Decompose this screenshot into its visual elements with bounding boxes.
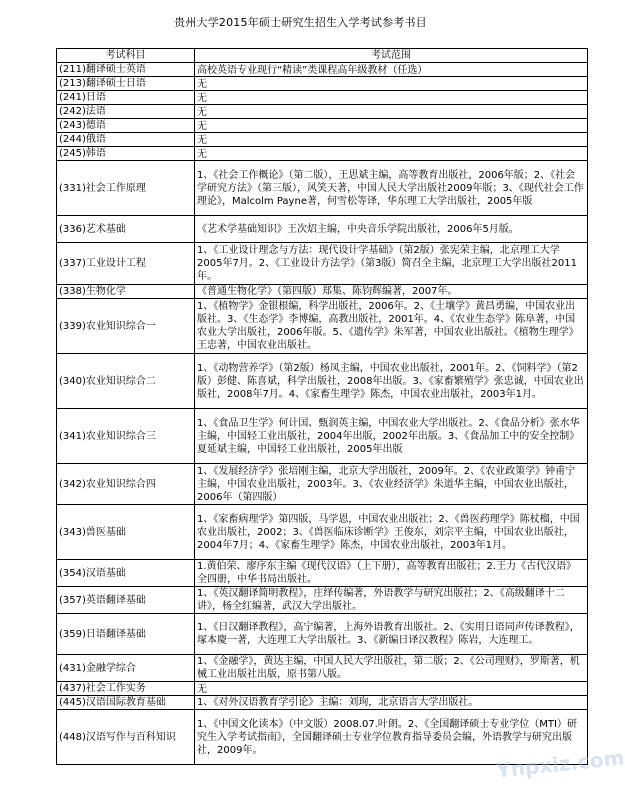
table-row: [57, 560, 588, 587]
subject-cell: (448)汉语写作与百科知识: [57, 710, 195, 765]
scope-cell: [195, 682, 588, 696]
scope-text: 无: [197, 120, 207, 132]
subject-cell: (343)兽医基础: [57, 505, 195, 560]
header-row: [57, 49, 588, 63]
scope-cell: [195, 216, 588, 243]
table-row: [57, 464, 588, 505]
scope-cell: [195, 655, 588, 682]
scope-text: 《艺术学基础知识》王次炤主编，中央音乐学院出版社，2006年5月版。: [197, 223, 519, 235]
scope-text: 1、《发展经济学》张培刚主编，北京大学出版社，2009年。2、《农业政策学》钟甫宁主编，中国农业出版社，2003年。3、《农业经济学》朱道华主编，中国农业出版社，2006年（第四版）: [197, 465, 576, 503]
scope-text: 1.黄伯荣、廖序东主编《现代汉语》（上下册），高等教育出版社；2.王力《古代汉语》全四册，中华书局出版社。: [197, 561, 577, 585]
scope-text: 无: [197, 78, 207, 90]
header-subject: 考试科目: [57, 49, 195, 63]
subject-cell: (357)英语翻译基础: [57, 587, 195, 614]
scope-cell: [195, 354, 588, 409]
scope-text: 1、《英汉翻译简明教程》，庄绎传编著，外语教学与研究出版社；2、《高级翻译十二讲》，杨全红编著，武汉大学出版社。: [197, 588, 565, 612]
scope-text: 1、《食品卫生学》何计国、甄润英主编，中国农业大学出版社。2、《食品分析》张水华主编，中国轻工业出版社，2004年出版，2002年出版。3、《食品加工中的安全控制》夏延斌主编，中国轻工业出版社，2005年出版: [197, 417, 580, 455]
bibliography-table: [56, 48, 588, 765]
subject-cell: (242)法语: [57, 105, 195, 119]
scope-text: 无: [197, 683, 207, 695]
scope-cell: [195, 299, 588, 354]
scope-cell: [195, 464, 588, 505]
subject-cell: (341)农业知识综合三: [57, 409, 195, 464]
scope-cell: [195, 119, 588, 133]
scope-text: 无: [197, 106, 207, 118]
table-row: [57, 682, 588, 696]
table-row: [57, 63, 588, 77]
table-row: [57, 587, 588, 614]
scope-cell: [195, 710, 588, 765]
subject-cell: (337)工业设计工程: [57, 243, 195, 285]
scope-text: 1、《动物营养学》（第2版）杨凤主编，中国农业出版社，2001年。2、《饲料学》（第2版）彭健、陈喜斌，科学出版社，2008年出版。3、《家畜繁殖学》张忠诚，中国农业出版社，2008年7月。4、《家畜生理学》陈杰，中国农业出版社，2003年1月。: [197, 362, 584, 400]
subject-cell: (213)翻译硕士日语: [57, 77, 195, 91]
table-row: [57, 285, 588, 299]
subject-cell: (244)俄语: [57, 133, 195, 147]
scope-text: 1、《金融学》，黄达主编，中国人民大学出版社，第二版；2、《公司理财》，罗斯著，机械工业出版社出版，原书第八版。: [197, 656, 580, 680]
subject-cell: (445)汉语国际教育基础: [57, 696, 195, 710]
subject-cell: (241)日语: [57, 91, 195, 105]
table-row: [57, 77, 588, 91]
table-row: [57, 147, 588, 161]
subject-cell: (437)社会工作实务: [57, 682, 195, 696]
table-row: [57, 710, 588, 765]
scope-text: 高校英语专业现行“精读”类课程高年级教材（任选）: [197, 64, 428, 76]
table-row: [57, 91, 588, 105]
scope-cell: [195, 161, 588, 216]
subject-cell: (245)韩语: [57, 147, 195, 161]
scope-cell: [195, 77, 588, 91]
subject-cell: (431)金融学综合: [57, 655, 195, 682]
scope-cell: [195, 409, 588, 464]
scope-text: 《普通生物化学》（第四版）郑集、陈钧辉编著，2007年。: [197, 286, 458, 297]
scope-cell: [195, 505, 588, 560]
scope-cell: [195, 243, 588, 285]
subject-cell: (339)农业知识综合一: [57, 299, 195, 354]
scope-cell: [195, 560, 588, 587]
subject-cell: (359)日语翻译基础: [57, 614, 195, 655]
subject-cell: (336)艺术基础: [57, 216, 195, 243]
subject-cell: (338)生物化学: [57, 285, 195, 299]
subject-cell: (340)农业知识综合二: [57, 354, 195, 409]
scope-cell: [195, 63, 588, 77]
subject-cell: (211)翻译硕士英语: [57, 63, 195, 77]
table-row: [57, 299, 588, 354]
scope-cell: [195, 147, 588, 161]
table-row: [57, 105, 588, 119]
table-row: [57, 161, 588, 216]
scope-cell: [195, 285, 588, 299]
scope-cell: [195, 614, 588, 655]
table-row: [57, 614, 588, 655]
table-row: [57, 354, 588, 409]
scope-text: 1、《社会工作概论》（第二版），王思斌主编，高等教育出版社，2006年版；2、《社会学研究方法》（第三版），风笑天著，中国人民大学出版社2009年版；3、《现代社会工作理论》，Malcolm Payne著，何雪松等译，华东理工大学出版社，2005年版: [197, 169, 584, 207]
scope-text: 1、《家畜病理学》第四版，马学恩，中国农业出版社；2、《兽医药理学》陈杖榴，中国农业出版社，2002；3、《兽医临床诊断学》王俊东，刘宗平主编，中国农业出版社，2004年7月；4、《家畜生理学》陈杰，中国农业出版社，2003年1月。: [197, 513, 580, 551]
scope-text: 1、《对外汉语教育学引论》主编：刘珣，北京语言大学出版社。: [197, 697, 479, 708]
page-title: 贵州大学2015年硕士研究生招生入学考试参考书目: [174, 16, 427, 29]
scope-cell: [195, 91, 588, 105]
table-row: [57, 655, 588, 682]
scope-text: 1、《工业设计理念与方法：现代设计学基础》（第2版）张宪荣主编，北京理工大学2005年7月。2、《工业设计方法学》（第3版）简召全主编，北京理工大学出版社2011年。: [197, 245, 577, 282]
scope-cell: [195, 105, 588, 119]
scope-text: 无: [197, 134, 207, 146]
table-row: [57, 216, 588, 243]
scope-cell: [195, 587, 588, 614]
table-row: [57, 409, 588, 464]
scope-text: 1、《日汉翻译教程》，高宁编著，上海外语教育出版社。2、《实用日语同声传译教程》，塚本慶一著，大连理工大学出版社。3、《新编日译汉教程》陈岩，大连理工。: [197, 622, 580, 646]
scope-cell: [195, 696, 588, 710]
header-scope: 考试范围: [195, 49, 588, 63]
scope-text: 无: [197, 92, 207, 104]
table-row: [57, 133, 588, 147]
table-row: [57, 505, 588, 560]
scope-text: 1、《中国文化读本》（中文版）2008.07.叶朗。2、《全国翻译硕士专业学位（MTI）研究生入学考试指南》，全国翻译硕士专业学位教育指导委员会编，外语教学与研究出版社，2009年。: [197, 718, 577, 756]
table-row: [57, 243, 588, 285]
scope-text: 无: [197, 148, 207, 160]
table-row: [57, 119, 588, 133]
scope-text: 1、《植物学》金银根编，科学出版社，2006年。2、《土壤学》黄昌勇编，中国农业出版社。3、《生态学》李博编，高教出版社，2001年。4、《农业生态学》陈阜著，中国农业大学出版社，2006年版。5、《遗传学》朱军著，中国农业出版社。《植物生理学》王忠著，中国农业出版社。: [197, 301, 579, 351]
subject-cell: (342)农业知识综合四: [57, 464, 195, 505]
scope-cell: [195, 133, 588, 147]
watermark: Ynpxiz.com: [495, 745, 625, 783]
subject-cell: (354)汉语基础: [57, 560, 195, 587]
subject-cell: (243)德语: [57, 119, 195, 133]
subject-cell: (331)社会工作原理: [57, 161, 195, 216]
table-row: [57, 696, 588, 710]
